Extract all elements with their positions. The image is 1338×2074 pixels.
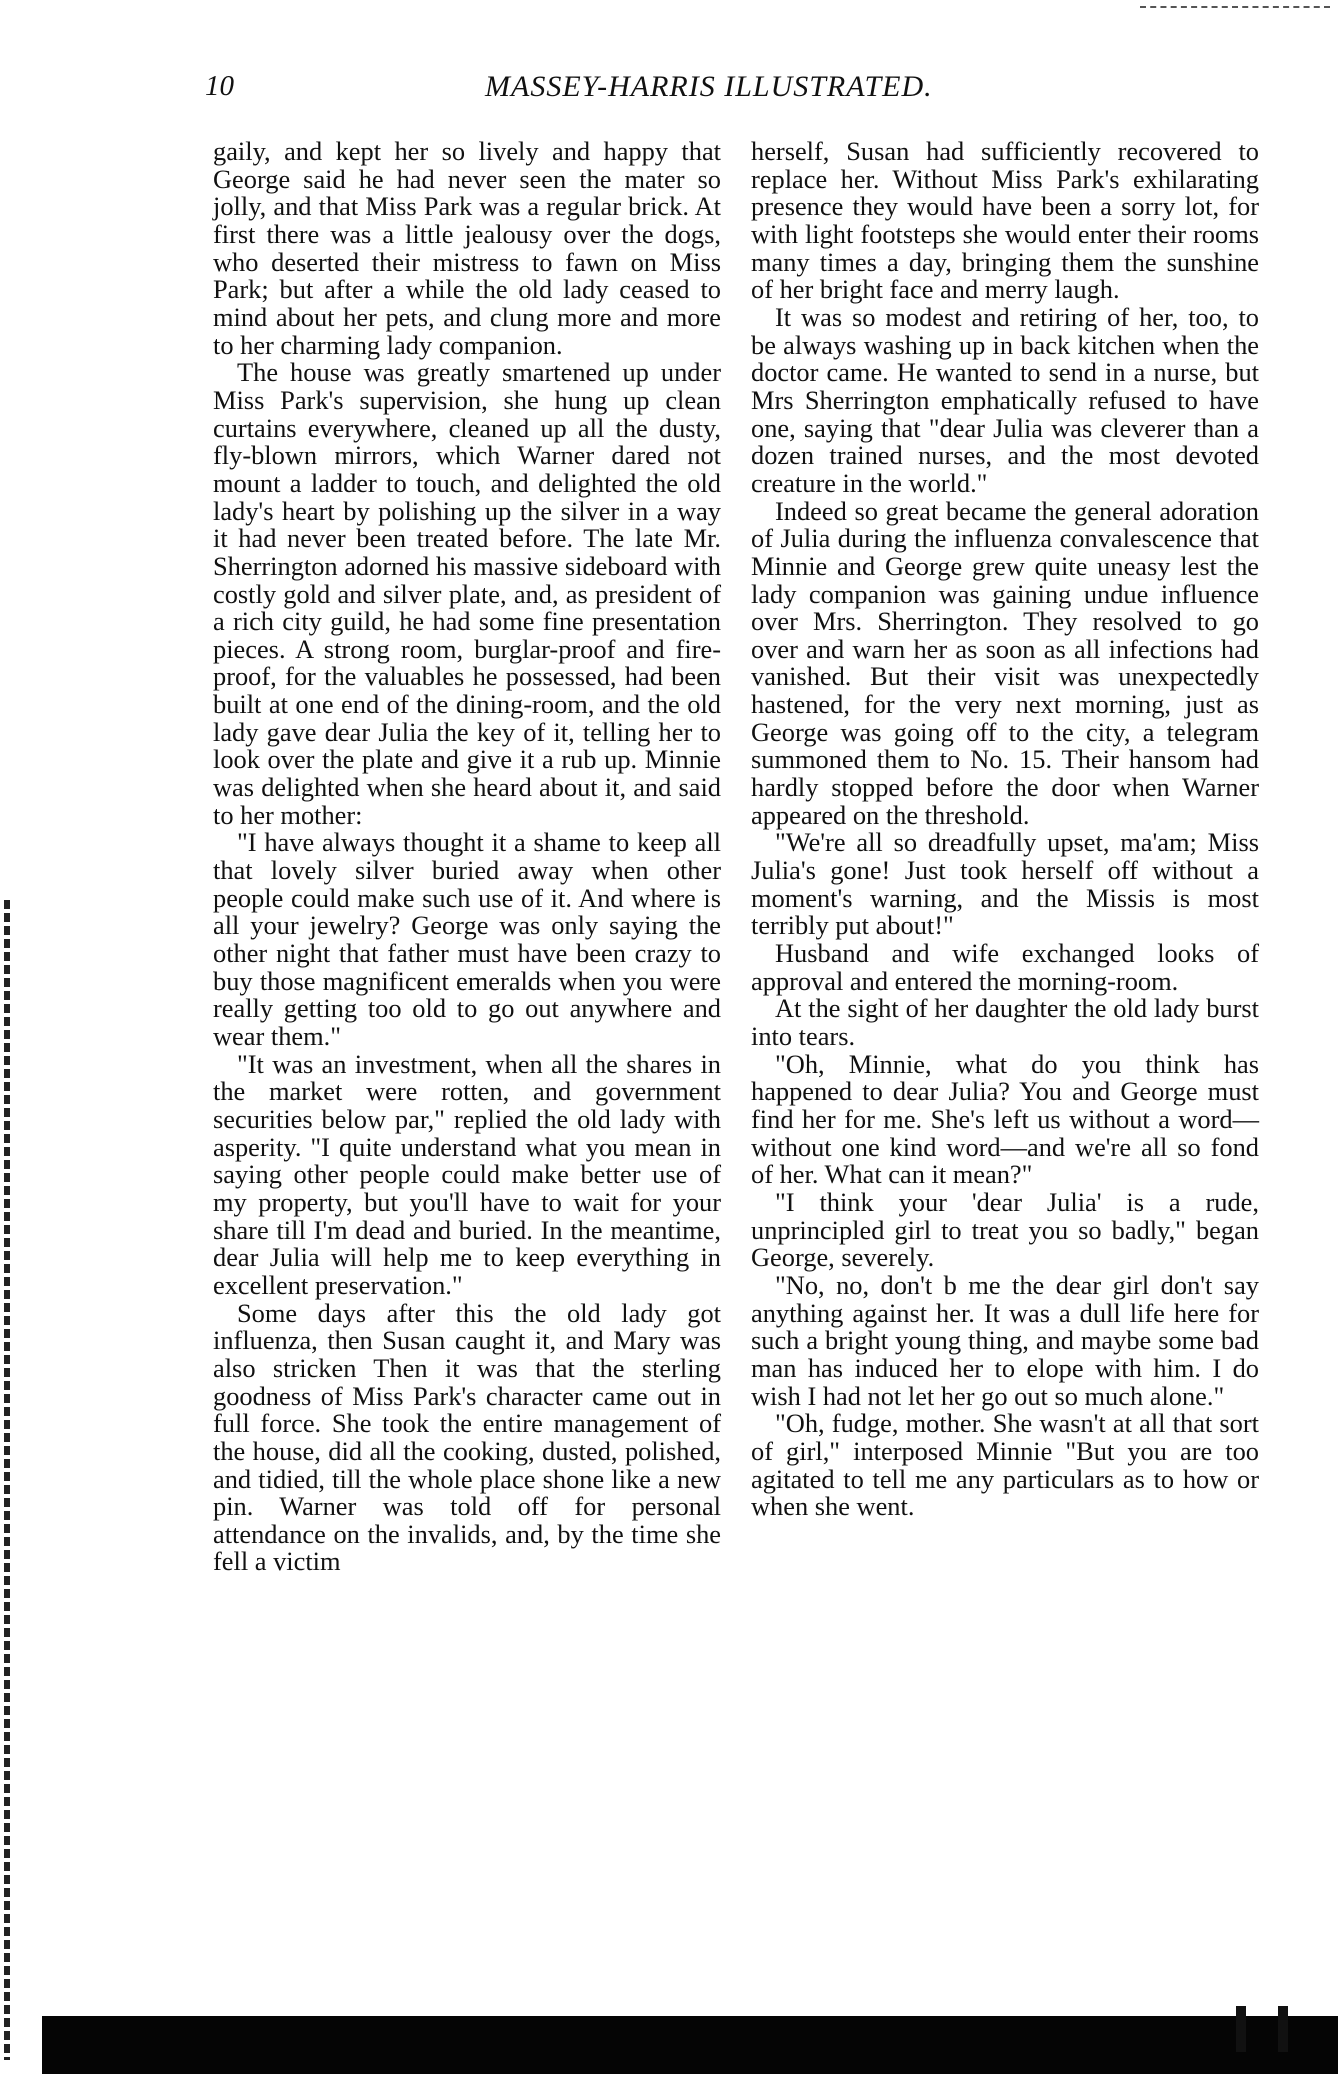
paragraph: It was so modest and retiring of her, too, to be always washing up in back kitchen when the doctor came. He wanted to send in a nurse, but Mrs Sherrington emphatically refused to have one, saying that "dear Julia was cleverer than a dozen trained nurses, and the most devoted creature in the world." [751, 301, 1259, 498]
page-number: 10 [205, 70, 234, 102]
running-title: MASSEY-HARRIS ILLUSTRATED. [485, 70, 933, 103]
paragraph: "I have always thought it a shame to keep all that lovely silver buried away when other people could make such use of it. And where is all your jewelry? George was only saying the other night that father must have been crazy to buy those magnificent emeralds when you were really getting too old to go out anywhere and wear them." [213, 827, 721, 1051]
binding-edge-shadow [4, 900, 10, 2060]
paragraph: herself, Susan had sufficiently recovered to replace her. Without Miss Park's exhilarating presence they would have been a sorry lot, for with light footsteps she would enter their rooms many times a day, bringing them the sunshine of her bright face and merry laugh. [751, 136, 1259, 305]
paragraph: Indeed so great became the general adoration of Julia during the influenza convalescence that Minnie and George grew quite uneasy lest the lady companion was gaining undue influence over Mrs. Sherrington. They resolved to go over and warn her as soon as all infections had vanished. But their visit was unexpectedly hastened, for the very next morning, just as George was going off to the city, a telegram summoned them to No. 15. Their hansom had hardly stopped before the door when Warner appeared on the threshold. [751, 495, 1259, 830]
paragraph: gaily, and kept her so lively and happy that George said he had never seen the mater so jolly, and that Miss Park was a regular brick. At first there was a little jealousy over the dogs, who deserted their mistress to fawn on Miss Park; but after a while the old lady ceased to mind about her pets, and clung more and more to her charming lady companion. [213, 136, 721, 360]
scan-edge-mark [1140, 6, 1330, 8]
right-column [751, 138, 1259, 1521]
paragraph: "I think your 'dear Julia' is a rude, unprincipled girl to treat you so badly," began George, severely. [751, 1186, 1259, 1273]
paragraph: "Oh, Minnie, what do you think has happened to dear Julia? You and George must find her for me. She's left us without a word—without one kind word—and we're all so fond of her. What can it mean?" [751, 1048, 1259, 1190]
paragraph: Some days after this the old lady got influenza, then Susan caught it, and Mary was also stricken Then it was that the sterling goodness of Miss Park's character came out in full force. She took the entire management of the house, did all the cooking, dusted, polished, and tidied, till the whole place shone like a new pin. Warner was told off for personal attendance on the invalids, and, by the time she fell a victim [213, 1297, 721, 1577]
paragraph: "We're all so dreadfully upset, ma'am; Miss Julia's gone! Just took herself off without a moment's warning, and the Missis is most terribly put about!" [751, 827, 1259, 941]
scan-bottom-border [42, 2016, 1338, 2074]
paragraph: "It was an investment, when all the shares in the market were rotten, and government securities below par," replied the old lady with asperity. "I quite understand what you mean in saying other people could make better use of my property, but you'll have to wait for your share till I'm dead and buried. In the meantime, dear Julia will help me to keep everything in excellent preservation." [213, 1048, 721, 1300]
scan-artifact [1278, 2006, 1288, 2052]
paragraph: At the sight of her daughter the old lady burst into tears. [751, 993, 1259, 1051]
paragraph: The house was greatly smartened up under Miss Park's supervision, she hung up clean curtains everywhere, cleaned up all the dusty, fly-blown mirrors, which Warner dared not mount a ladder to touch, and delighted the old lady's heart by polishing up the silver in a way it had never been treated before. The late Mr. Sherrington adorned his massive sideboard with costly gold and silver plate, and, as president of a rich city guild, he had some fine presentation pieces. A strong room, burglar-proof and fire-proof, for the valuables he possessed, had been built at one end of the dining-room, and the old lady gave dear Julia the key of it, telling her to look over the plate and give it a rub up. Minnie was delighted when she heard about it, and said to her mother: [213, 357, 721, 830]
left-column [213, 138, 721, 1576]
scan-artifact [1236, 2006, 1246, 2052]
paragraph: Husband and wife exchanged looks of approval and entered the morning-room. [751, 938, 1259, 996]
paragraph: "No, no, don't b me the dear girl don't say anything against her. It was a dull life here for such a bright young thing, and maybe some bad man has induced her to elope with him. I do wish I had not let her go out so much alone." [751, 1269, 1259, 1411]
paragraph: "Oh, fudge, mother. She wasn't at all that sort of girl," interposed Minnie "But you are too agitated to tell me any particulars as to how or when she went. [751, 1408, 1259, 1522]
